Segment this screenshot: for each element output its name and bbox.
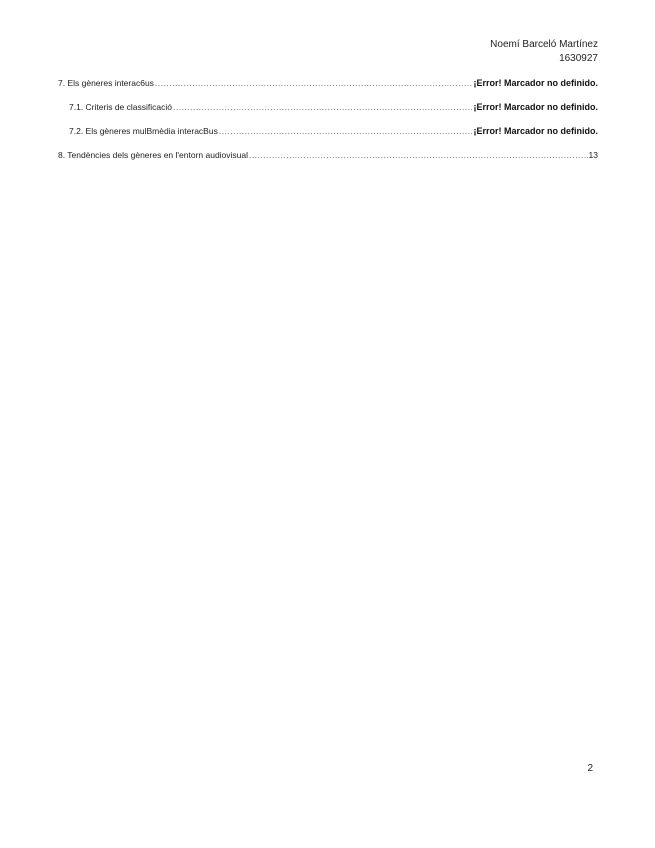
toc-entry[interactable] bbox=[58, 102, 598, 126]
page-number: 2 bbox=[587, 763, 593, 774]
toc-entry[interactable] bbox=[58, 78, 598, 102]
student-id: 1630927 bbox=[559, 53, 598, 64]
toc-entry-page: ¡Error! Marcador no definido. bbox=[473, 78, 598, 88]
toc-entry[interactable] bbox=[58, 150, 598, 174]
toc-leader-dots bbox=[173, 102, 473, 112]
toc-entry-page: 13 bbox=[588, 150, 598, 160]
toc-leader-dots bbox=[155, 78, 473, 88]
page-header bbox=[490, 38, 598, 66]
toc-entry-label: 7.2. Els gèneres mulBmèdia interacBus bbox=[69, 126, 218, 136]
toc-entry-page: ¡Error! Marcador no definido. bbox=[473, 126, 598, 136]
toc-entry-label: 7. Els gèneres interac6us bbox=[58, 78, 154, 88]
author-name: Noemí Barceló Martínez bbox=[490, 39, 598, 50]
toc-entry[interactable] bbox=[58, 126, 598, 150]
table-of-contents bbox=[58, 78, 598, 174]
toc-entry-label: 7.1. Criteris de classificació bbox=[69, 102, 172, 112]
toc-leader-dots bbox=[249, 150, 588, 160]
toc-entry-page: ¡Error! Marcador no definido. bbox=[473, 102, 598, 112]
toc-leader-dots bbox=[219, 126, 473, 136]
toc-entry-label: 8. Tendències dels gèneres en l'entorn audiovisual bbox=[58, 150, 249, 160]
